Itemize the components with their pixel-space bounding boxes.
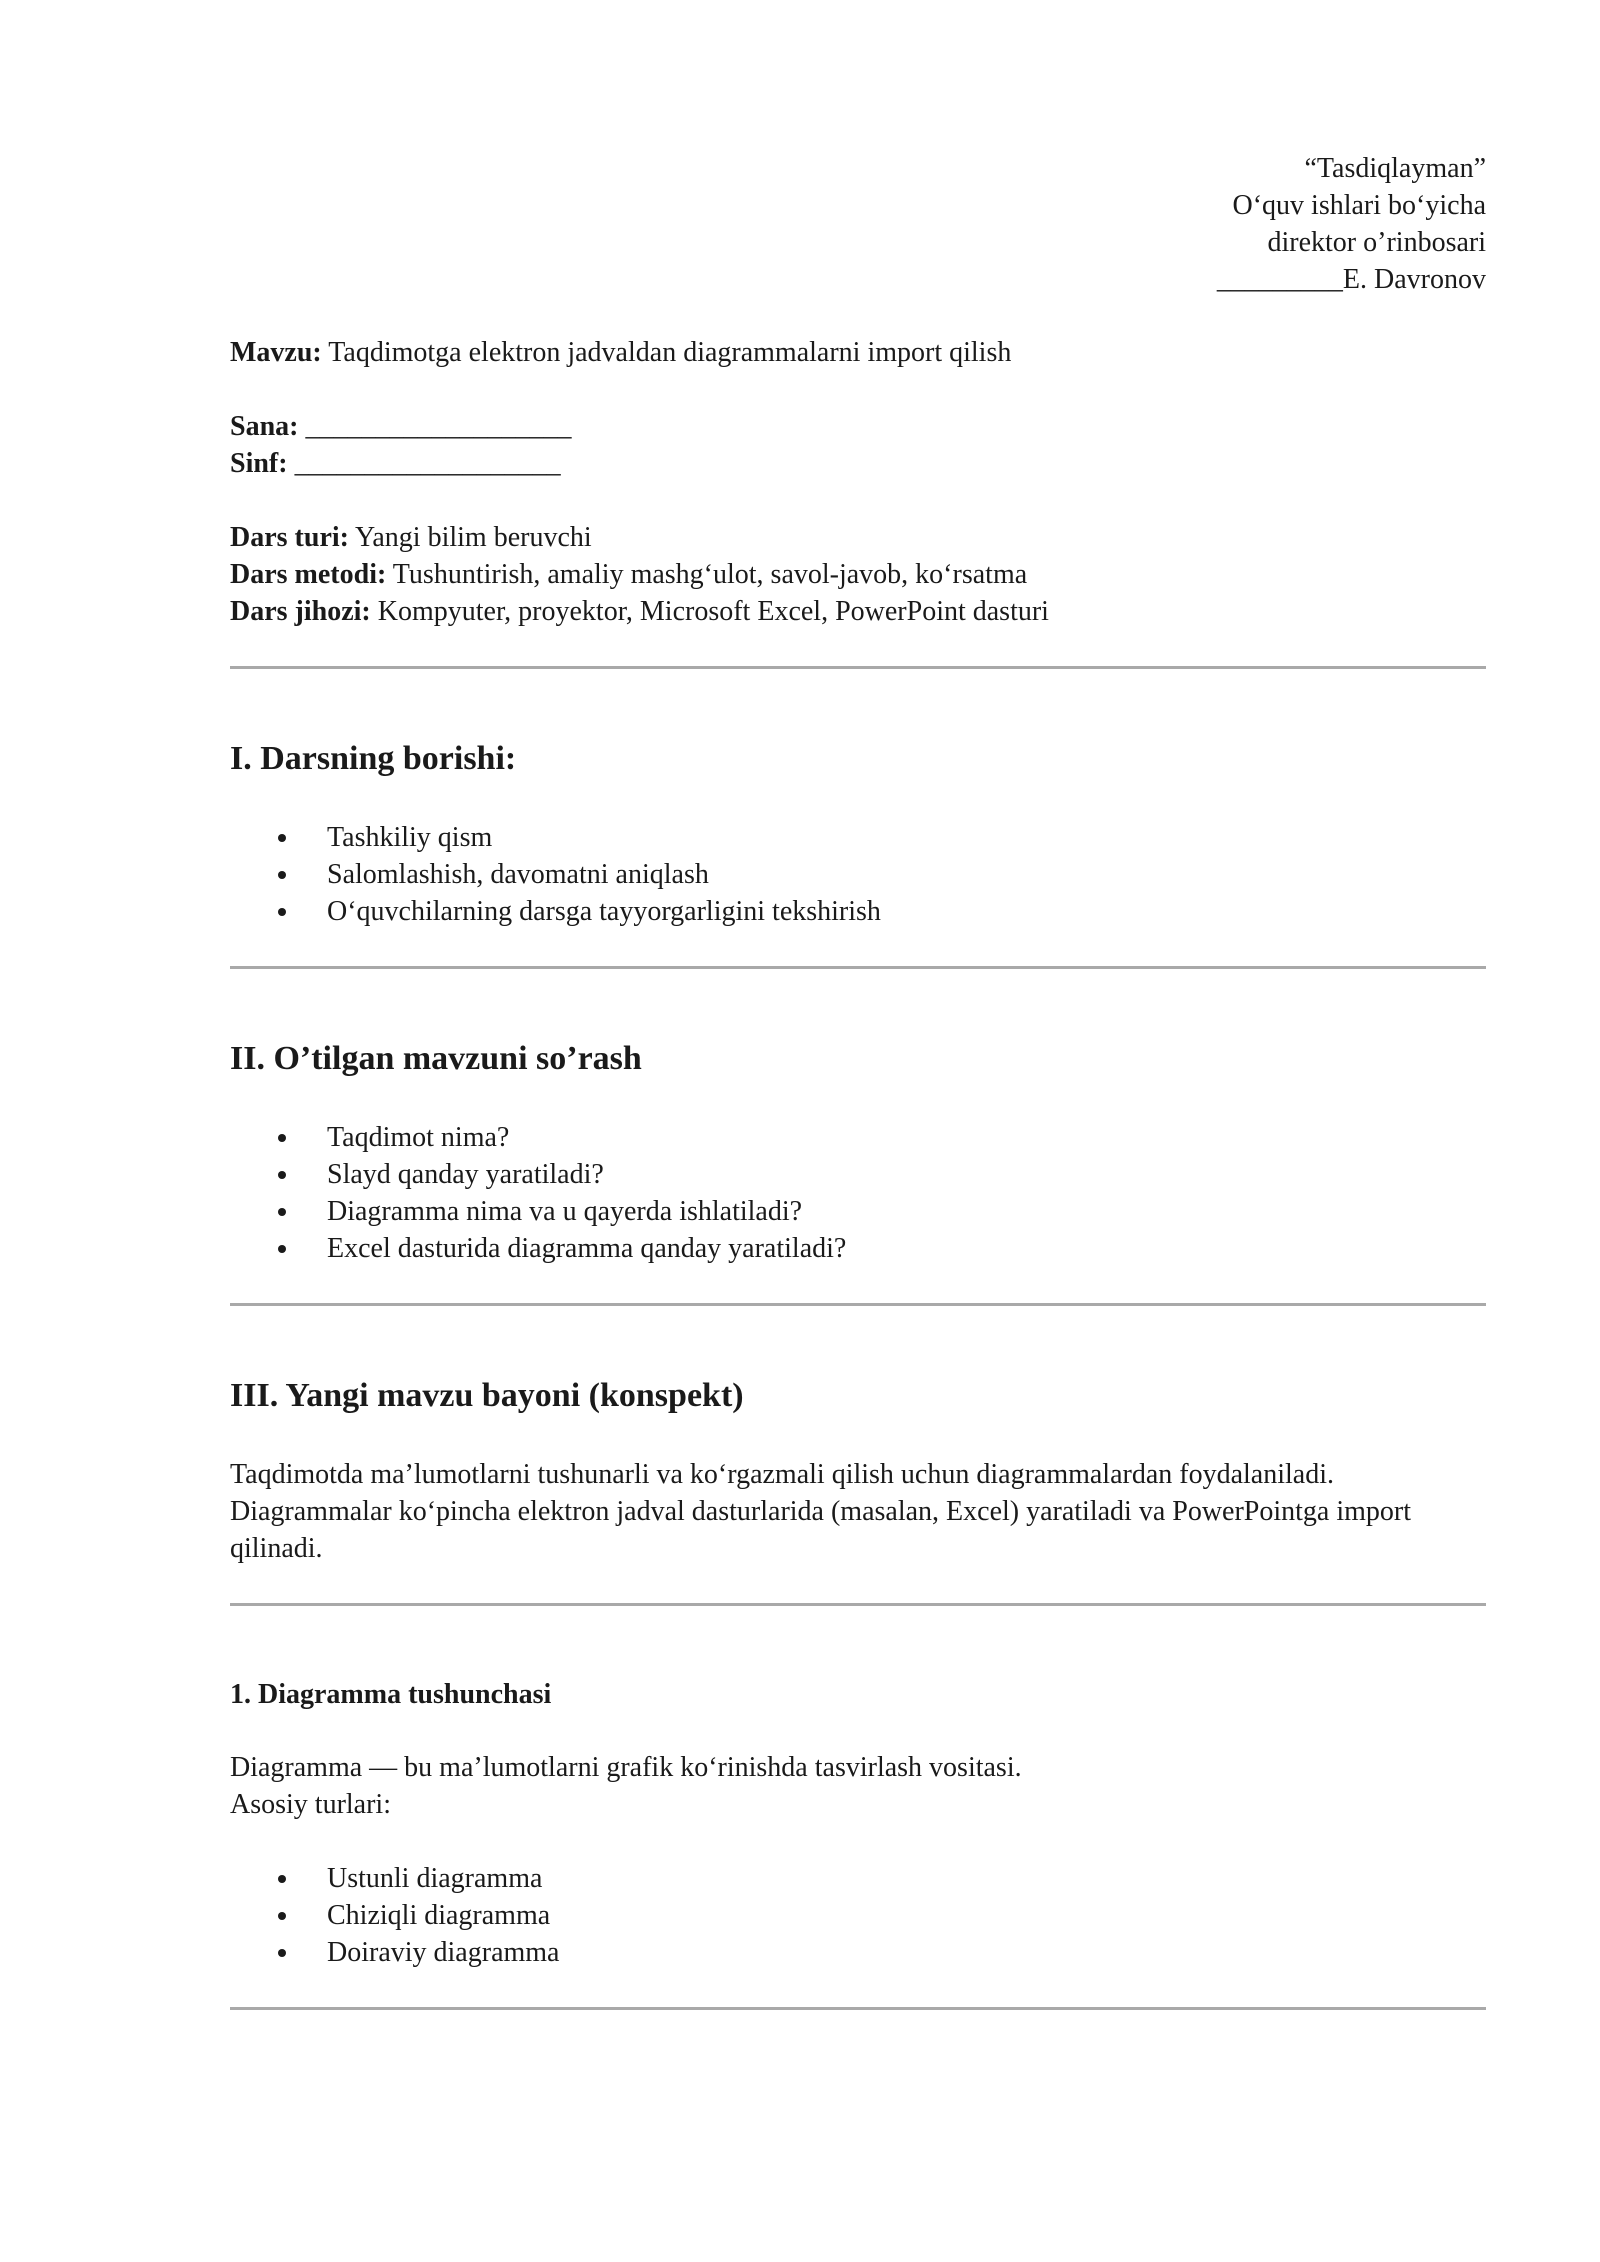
definition-line: Diagramma — bu ma’lumotlarni grafik ko‘rinishda tasvirlash vositasi. [230,1752,1022,1783]
spacer [230,1823,1486,1860]
list-item-text: Slayd qanday yaratiladi? [327,1159,604,1190]
section-heading-3: III. Yangi mavzu bayoni (konspekt) [230,1377,744,1414]
class-blank: ___________________ [294,448,561,479]
bullet-icon [278,908,286,916]
list-item-text: Diagramma nima va u qayerda ishlatiladi? [327,1196,803,1227]
list-item [230,819,1486,856]
divider [230,1603,1486,1606]
lesson-method-line [230,556,1486,593]
lesson-method-value: Tushuntirish, amaliy mashg‘ulot, savol-javob, ko‘rsatma [392,559,1028,590]
document-page [230,150,1486,2010]
list-item [230,1156,1486,1193]
diagram-types-list [230,1860,1486,1971]
section-heading-1: I. Darsning borishi: [230,740,517,777]
bullet-icon [278,1875,286,1883]
lesson-equipment-value: Kompyuter, proyektor, Microsoft Excel, PowerPoint dasturi [377,596,1049,627]
lesson-type-label: Dars turi: [230,522,349,553]
section-2-list [230,1119,1486,1267]
date-label: Sana: [230,411,299,442]
list-item [230,1230,1486,1267]
date-blank: ___________________ [305,411,572,442]
spacer [230,371,1486,408]
approval-line-1: O‘quv ishlari bo‘yicha [1232,190,1486,221]
bullet-icon [278,1171,286,1179]
lesson-type-line [230,519,1486,556]
topic-line [230,334,1486,371]
divider [230,1303,1486,1306]
bullet-icon [278,1949,286,1957]
divider [230,2007,1486,2010]
lesson-equipment-label: Dars jihozi: [230,596,371,627]
list-item-text: Tashkiliy qism [327,822,493,853]
class-label: Sinf: [230,448,288,479]
list-item [230,1860,1486,1897]
approval-title: “Tasdiqlayman” [1304,153,1486,184]
list-item-text: Chiziqli diagramma [327,1900,551,1931]
lesson-type-value: Yangi bilim beruvchi [354,522,592,553]
approval-line-2: direktor o’rinbosari [1267,227,1486,258]
bullet-icon [278,1245,286,1253]
date-line [230,408,1486,445]
list-item-text: Salomlashish, davomatni aniqlash [327,859,709,890]
approval-signature: _________E. Davronov [1216,264,1486,295]
list-item [230,1897,1486,1934]
lesson-equipment-line [230,593,1486,630]
list-item [230,893,1486,930]
bullet-icon [278,1134,286,1142]
list-item-text: Excel dasturida diagramma qanday yaratiladi? [327,1233,847,1264]
lesson-method-label: Dars metodi: [230,559,387,590]
list-item-text: Doiraviy diagramma [327,1937,560,1968]
bullet-icon [278,834,286,842]
list-item [230,1119,1486,1156]
list-item-text: O‘quvchilarning darsga tayyorgarligini tekshirish [327,896,881,927]
bullet-icon [278,1912,286,1920]
section-heading-2: II. O’tilgan mavzuni so’rash [230,1040,642,1077]
divider [230,666,1486,669]
list-item [230,1934,1486,1971]
section-1-list [230,819,1486,930]
class-line [230,445,1486,482]
list-item [230,856,1486,893]
topic-label: Mavzu: [230,337,322,368]
list-item [230,1193,1486,1230]
types-intro-line: Asosiy turlari: [230,1789,391,1820]
section-3-paragraph: Taqdimotda ma’lumotlarni tushunarli va ko‘rgazmali qilish uchun diagrammalardan foydalaniladi. Diagrammalar ko‘pincha elektron jadval dasturlarida (masalan, Excel) yaratiladi va PowerPointga import qilinadi. [230,1459,1412,1564]
spacer [230,482,1486,519]
bullet-icon [278,871,286,879]
approval-block [230,150,1486,298]
bullet-icon [278,1208,286,1216]
divider [230,966,1486,969]
list-item-text: Taqdimot nima? [327,1122,510,1153]
topic-value: Taqdimotga elektron jadvaldan diagrammalarni import qilish [328,337,1012,368]
subsection-heading-1: 1. Diagramma tushunchasi [230,1679,552,1710]
list-item-text: Ustunli diagramma [327,1863,543,1894]
